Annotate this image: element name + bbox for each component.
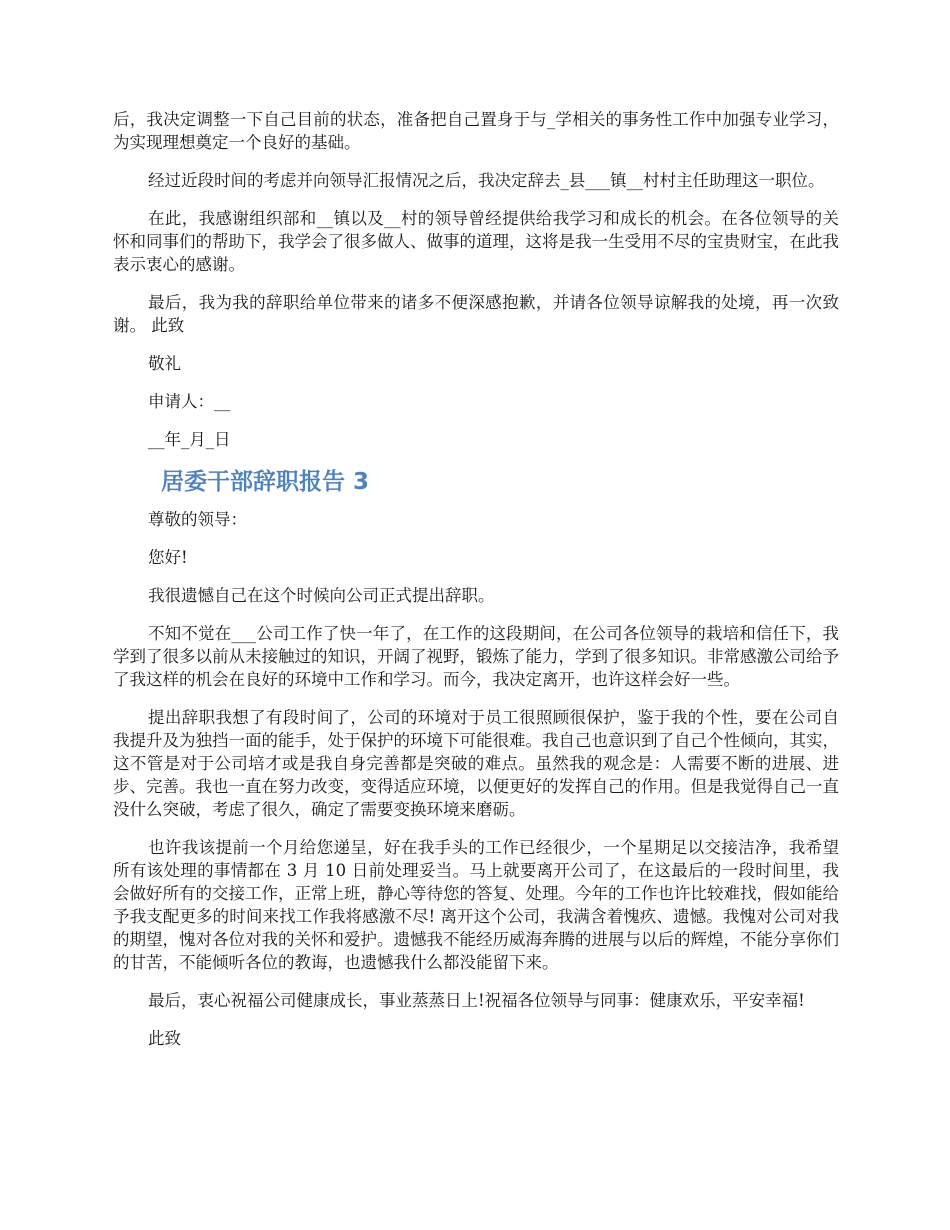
paragraph-apology: 最后，我为我的辞职给单位带来的诸多不便深感抱歉，并请各位领导谅解我的处境，再一次致谢。 此致 [113, 293, 839, 335]
salutation-closing: 敬礼 [148, 354, 181, 373]
date-line: __年_月_日 [148, 430, 231, 449]
paragraph-blessing: 最后，衷心祝福公司健康成长，事业蒸蒸日上!祝福各位领导与同事：健康欢乐，平安幸福! [148, 991, 805, 1010]
applicant-signature-line: 申请人：__ [148, 392, 231, 411]
paragraph-handover: 也许我该提前一个月给您递呈，好在我手头的工作已经很少，一个星期足以交接洁净，我希望所有该处理的事情都在 3 月 10 日前处理妥当。马上就要离开公司了，在这最后的一段时间里，我会做好所有的交接工作，正常上班，静心等待您的答复、处理。今年的工作也许比较难找，假如能给予我支配更多的时间来找工作我将感激不尽! 离开这个公司，我满含着愧疚、遗憾。我愧对公司对我的期望，愧对各位对我的关怀和爱护。遗憾我不能经历威海奔腾的进展与以后的辉煌，不能分享你们的甘苦，不能倾听各位的教诲，也遗憾我什么都没能留下来。 [113, 838, 839, 972]
paragraph-intro: 我很遗憾自己在这个时候向公司正式提出辞职。 [148, 586, 495, 605]
greeting-recipient: 尊敬的领导： [148, 510, 247, 529]
paragraph-continuation: 后，我决定调整一下自己目前的状态，准备把自己置身于与_学相关的事务性工作中加强专业学习，为实现理想奠定一个良好的基础。 [113, 110, 839, 152]
paragraph-reason: 提出辞职我想了有段时间了，公司的环境对于员工很照顾很保护，鉴于我的个性，要在公司自我提升及为独挡一面的能手，处于保护的环境下可能很难。我自己也意识到了自己个性倾向，其实，这不管是对于公司培才或是我自身完善都是突破的难点。虽然我的观念是：人需要不断的进展、进步、完善。我也一直在努力改变，变得适应环境，以便更好的发挥自己的作用。但是我觉得自己一直没什么突破，考虑了很久，确定了需要变换环境来磨砺。 [113, 708, 839, 819]
closing-cizhi: 此致 [148, 1029, 181, 1048]
paragraph-thanks: 在此，我感谢组织部和__镇以及__村的领导曾经提供给我学习和成长的机会。在各位领导的关怀和同事们的帮助下，我学会了很多做人、做事的道理，这将是我一生受用不尽的宝贵财宝，在此我表示衷心的感谢。 [113, 209, 839, 274]
greeting-hello: 您好! [148, 548, 188, 567]
paragraph-resignation-decision: 经过近段时间的考虑并向领导汇报情况之后，我决定辞去_县___镇__村村主任助理这一职位。 [148, 171, 825, 190]
paragraph-work-experience: 不知不觉在___公司工作了快一年了，在工作的这段期间，在公司各位领导的栽培和信任下，我学到了很多以前从未接触过的知识，开阔了视野，锻炼了能力，学到了很多知识。非常感激公司给予了我这样的机会在良好的环境中工作和学习。而今，我决定离开，也许这样会好一些。 [113, 624, 839, 689]
document-page [113, 108, 839, 1065]
section-heading: 居委干部辞职报告 3 [161, 469, 370, 495]
